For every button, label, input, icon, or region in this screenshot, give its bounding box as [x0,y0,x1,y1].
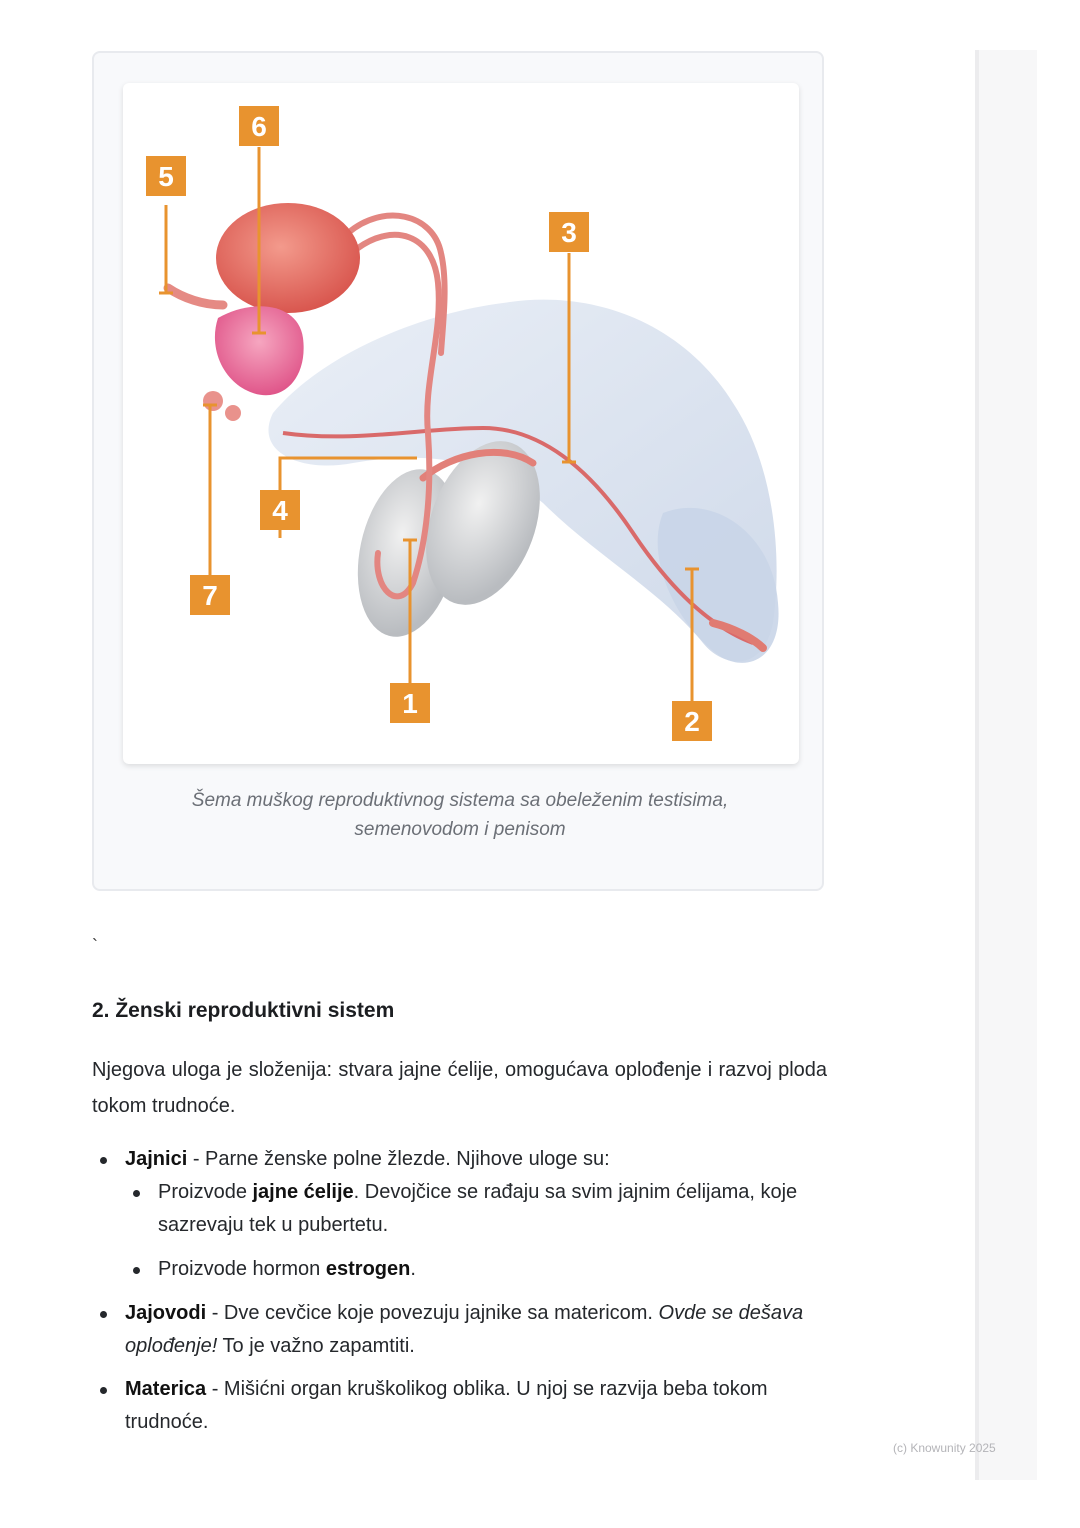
svg-text:2: 2 [684,706,700,737]
label-3 [549,212,589,252]
svg-text:3: 3 [561,217,577,248]
label-5 [146,156,186,196]
term-jajovodi: Jajovodi [125,1302,207,1324]
right-sidebar-rail [975,50,1037,1480]
label-2 [672,701,712,741]
figure-card [92,51,824,891]
caption-line-1: Šema muškog reproduktivnog sistema sa obeleženim testisima, [191,790,729,811]
label-4 [260,490,300,530]
reproductive-system-diagram [123,83,799,764]
term-jajnici: Jajnici [125,1148,188,1170]
term-materica: Materica [125,1378,207,1400]
label-1 [390,683,430,723]
svg-text:7: 7 [202,580,218,611]
list-item: Materica - Mišićni organ kruškolikog oblika. U njoj se razvija beba tokom trudnoće. [92,1373,827,1439]
stray-character: ` [92,936,98,956]
organ-list [92,1143,827,1449]
intro-paragraph: Njegova uloga je složenija: stvara jajne ćelije, omogućava oplođenje i razvoj ploda tokom trudnoće. [92,1059,827,1117]
list-item: Jajnici - Parne ženske polne žlezde. Njihove uloge su: Proizvode jajne ćelije. Devojčice se rađaju sa svim jajnim ćelijama, koje sazrevaju tek u pubertetu. Proizvode hormon estrogen. [92,1143,827,1286]
sub-list-item: Proizvode jajne ćelije. Devojčice se rađaju sa svim jajnim ćelijama, koje sazrevaju tek u pubertetu. [125,1176,827,1242]
label-7 [190,575,230,615]
svg-text:4: 4 [272,495,288,526]
list-item: Jajovodi - Dve cevčice koje povezuju jajnike sa matericom. Ovde se dešava oplođenje! To je važno zapamtiti. [92,1297,827,1363]
caption-line-2: semenovodom i penisom [354,819,566,840]
svg-text:6: 6 [251,111,267,142]
svg-text:1: 1 [402,688,418,719]
section-heading: 2. Ženski reproduktivni sistem [92,999,395,1022]
bladder [216,203,360,313]
svg-text:5: 5 [158,161,174,192]
figure-caption [134,786,786,844]
sub-list-item: Proizvode hormon estrogen. [125,1253,827,1286]
label-6 [239,106,279,146]
copyright-text: (c) Knowunity 2025 [893,1441,996,1455]
sub-list [125,1176,827,1286]
